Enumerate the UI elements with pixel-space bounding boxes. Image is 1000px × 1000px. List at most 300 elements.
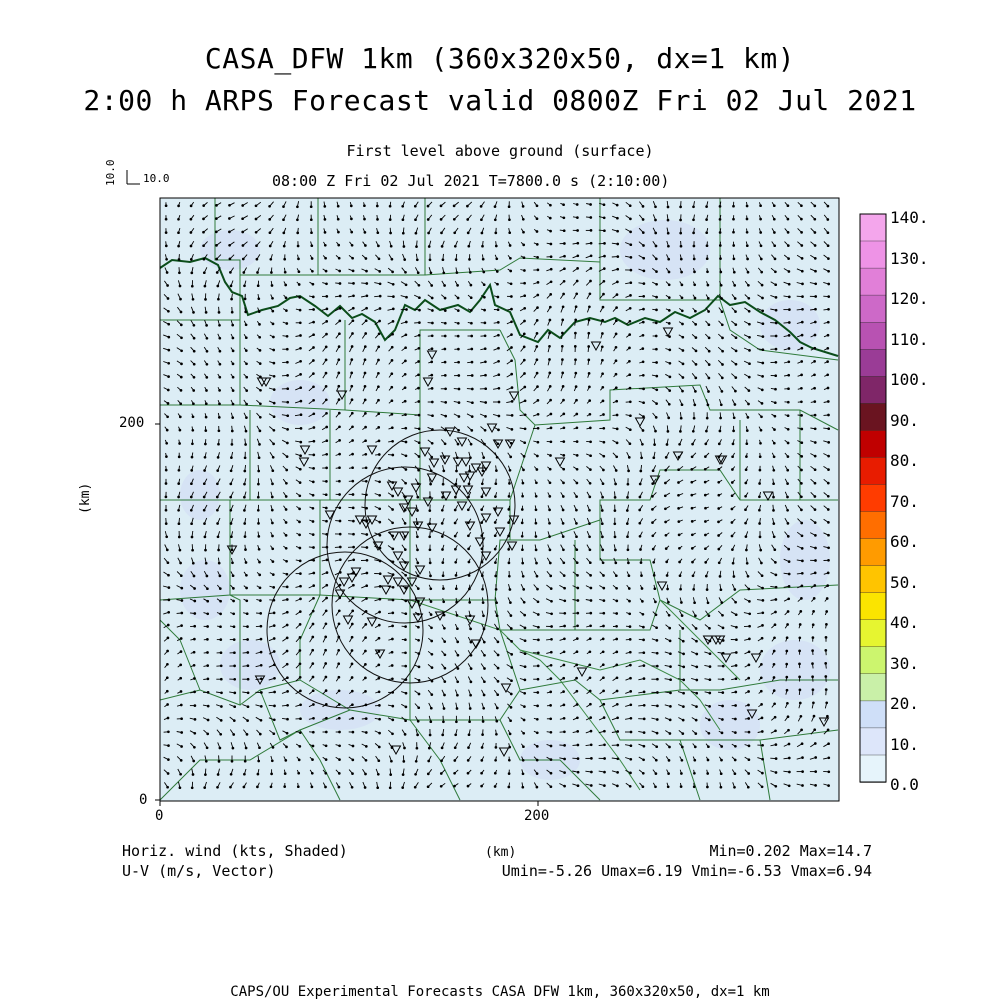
- wind-vector-head: [602, 638, 604, 640]
- wind-vector-head: [204, 470, 206, 472]
- wind-vector-head: [470, 681, 472, 683]
- wind-vector-head: [590, 703, 592, 705]
- wind-vector-head: [455, 561, 457, 563]
- wind-vector-head: [601, 523, 603, 525]
- wind-vector-head: [260, 625, 262, 627]
- wind-vector-head: [274, 705, 276, 707]
- wind-vector-head: [338, 244, 340, 246]
- wind-vector-head: [643, 626, 645, 628]
- wind-vector-head: [656, 309, 658, 311]
- wind-vector-head: [760, 429, 762, 431]
- wind-vector-head: [656, 719, 658, 721]
- wind-vector-head: [801, 321, 803, 323]
- wind-vector-head: [444, 654, 446, 656]
- wind-vector-head: [722, 364, 724, 366]
- wind-vector-head: [642, 443, 644, 445]
- wind-vector-head: [405, 613, 407, 615]
- wind-vector-head: [339, 494, 341, 496]
- wind-vector-head: [312, 494, 314, 496]
- wind-vector-head: [244, 510, 246, 512]
- wind-vector-head: [481, 747, 483, 749]
- wind-vector-head: [312, 610, 314, 612]
- wind-vector-head: [168, 362, 170, 364]
- wind-vector-head: [312, 636, 314, 638]
- wind-vector-head: [655, 786, 657, 788]
- wind-vector-head: [379, 467, 381, 469]
- wind-vector-head: [179, 429, 181, 431]
- wind-vector-head: [167, 285, 169, 287]
- wind-vector-head: [639, 496, 641, 498]
- wind-vector-head: [326, 559, 328, 561]
- wind-vector-head: [630, 717, 632, 719]
- wind-vector-head: [312, 731, 314, 733]
- wind-vector-head: [313, 454, 315, 456]
- wind-vector-head: [229, 204, 231, 206]
- wind-vector-head: [603, 469, 605, 471]
- wind-vector-head: [338, 717, 340, 719]
- wind-vector-head: [657, 678, 659, 680]
- wind-vector-head: [614, 497, 616, 499]
- wind-vector-head: [549, 482, 551, 484]
- wind-vector-head: [667, 431, 669, 433]
- wind-vector-head: [746, 205, 748, 207]
- wind-vector-head: [498, 347, 500, 349]
- wind-vector-head: [311, 258, 313, 260]
- wind-vector-head: [735, 324, 737, 326]
- wind-vector-head: [390, 232, 392, 234]
- wind-vector-head: [496, 720, 498, 722]
- wind-vector-head: [471, 348, 473, 350]
- wind-vector-head: [445, 388, 447, 390]
- wind-vector-head: [801, 585, 803, 587]
- wind-vector-head: [828, 469, 830, 471]
- wind-vector-head: [665, 469, 667, 471]
- wind-vector-head: [392, 733, 394, 735]
- wind-vector-head: [786, 650, 788, 652]
- wind-vector-head: [338, 372, 340, 374]
- wind-vector-head: [814, 729, 816, 731]
- wind-vector-head: [218, 312, 220, 314]
- wind-vector-head: [216, 272, 218, 274]
- wind-vector-head: [430, 721, 432, 723]
- wind-vector-head: [705, 575, 707, 577]
- wind-vector-head: [427, 773, 429, 775]
- wind-vector-head: [338, 623, 340, 625]
- wind-vector-head: [747, 786, 749, 788]
- wind-vector-head: [495, 759, 497, 761]
- wind-vector-head: [338, 359, 340, 361]
- wind-vector-head: [630, 415, 632, 417]
- wind-vector-head: [668, 417, 670, 419]
- wind-vector-head: [378, 677, 380, 679]
- wind-vector-head: [194, 691, 196, 693]
- wind-vector-head: [669, 719, 671, 721]
- wind-vector-head: [746, 430, 748, 432]
- wind-vector-head: [774, 429, 776, 431]
- wind-vector-head: [244, 536, 246, 538]
- wind-vector-head: [815, 757, 817, 759]
- wind-vector-head: [339, 320, 341, 322]
- wind-vector-head: [339, 283, 341, 285]
- wind-vector-head: [721, 311, 723, 313]
- wind-vector-head: [642, 374, 644, 376]
- wind-vector-head: [351, 677, 353, 679]
- wind-vector-head: [576, 280, 578, 282]
- wind-vector-head: [825, 637, 827, 639]
- wind-vector-head: [429, 536, 431, 538]
- wind-vector-head: [745, 536, 747, 538]
- wind-vector-head: [366, 295, 368, 297]
- wind-vector-head: [180, 390, 182, 392]
- wind-vector-head: [655, 601, 657, 603]
- wind-vector-head: [287, 415, 289, 417]
- wind-vector-head: [827, 585, 829, 587]
- wind-vector-head: [339, 453, 341, 455]
- wind-vector-head: [391, 427, 393, 429]
- wind-vector-head: [669, 640, 671, 642]
- wind-vector-head: [682, 719, 684, 721]
- wind-vector-head: [457, 443, 459, 445]
- wind-vector-head: [418, 693, 420, 695]
- wind-vector-head: [603, 600, 605, 602]
- wind-vector-head: [299, 676, 301, 678]
- wind-vector-head: [522, 495, 524, 497]
- wind-vector-head: [522, 786, 524, 788]
- wind-vector-head: [234, 652, 236, 654]
- wind-vector-head: [454, 522, 456, 524]
- wind-vector-head: [576, 549, 578, 551]
- wind-vector-head: [788, 322, 790, 324]
- wind-vector-head: [523, 231, 525, 233]
- wind-vector-head: [801, 743, 803, 745]
- wind-vector-head: [365, 453, 367, 455]
- wind-vector-head: [643, 257, 645, 259]
- colorbar-swatch: [860, 539, 886, 567]
- wind-vector-head: [589, 677, 591, 679]
- wind-vector-head: [748, 403, 750, 405]
- colorbar-swatch: [860, 403, 886, 431]
- wind-vector-head: [216, 496, 218, 498]
- wind-vector-head: [787, 232, 789, 234]
- wind-vector-head: [313, 559, 315, 561]
- wind-vector-head: [165, 232, 167, 234]
- wind-vector-head: [244, 285, 246, 287]
- wind-vector-head: [484, 681, 486, 683]
- wind-vector-head: [191, 285, 193, 287]
- wind-vector-head: [827, 509, 829, 511]
- wind-vector-head: [245, 350, 247, 352]
- wind-vector-head: [550, 204, 552, 206]
- wind-vector-head: [260, 389, 262, 391]
- wind-vector-head: [495, 589, 497, 591]
- wind-vector-head: [708, 350, 710, 352]
- wind-vector-head: [669, 336, 671, 338]
- wind-vector-head: [615, 346, 617, 348]
- wind-vector-head: [695, 391, 697, 393]
- wind-vector-head: [696, 666, 698, 668]
- wind-vector-head: [220, 678, 222, 680]
- wind-vector-head: [470, 628, 472, 630]
- wind-vector-head: [683, 692, 685, 694]
- wind-vector-head: [524, 706, 526, 708]
- wind-vector-head: [827, 334, 829, 336]
- wind-vector-head: [299, 297, 301, 299]
- wind-vector-head: [325, 759, 327, 761]
- wind-vector-head: [339, 759, 341, 761]
- wind-vector-head: [509, 733, 511, 735]
- wind-vector-head: [630, 731, 632, 733]
- wind-vector-head: [680, 431, 682, 433]
- wind-vector-head: [392, 678, 394, 680]
- wind-vector-head: [536, 575, 538, 577]
- wind-vector-head: [378, 691, 380, 693]
- wind-vector-head: [458, 375, 460, 377]
- wind-vector-head: [602, 359, 604, 361]
- wind-vector-head: [590, 744, 592, 746]
- wind-vector-head: [577, 242, 579, 244]
- wind-vector-head: [682, 640, 684, 642]
- wind-vector-head: [523, 746, 525, 748]
- wind-vector-head: [242, 205, 244, 207]
- wind-vector-head: [418, 387, 420, 389]
- wind-vector-head: [243, 786, 245, 788]
- wind-vector-head: [682, 628, 684, 630]
- wind-vector-head: [379, 611, 381, 613]
- wind-vector-head: [508, 549, 510, 551]
- wind-vector-head: [457, 628, 459, 630]
- wind-vector-head: [722, 337, 724, 339]
- wind-vector-head: [404, 259, 406, 261]
- wind-vector-head: [760, 218, 762, 220]
- wind-vector-head: [313, 321, 315, 323]
- wind-vector-head: [442, 549, 444, 551]
- wind-vector-head: [443, 601, 445, 603]
- wind-vector-head: [522, 482, 524, 484]
- colorbar-label: 110.: [890, 329, 929, 349]
- colorbar-swatch: [860, 512, 886, 540]
- wind-vector-head: [299, 650, 301, 652]
- wind-vector-head: [720, 258, 722, 260]
- wind-vector-head: [233, 613, 235, 615]
- wind-vector-head: [259, 574, 261, 576]
- wind-vector-head: [814, 455, 816, 457]
- wind-vector-head: [430, 470, 432, 472]
- wind-vector-head: [577, 268, 579, 270]
- wind-vector-head: [550, 664, 552, 666]
- wind-vector-head: [404, 387, 406, 389]
- wind-vector-head: [549, 509, 551, 511]
- wind-vector-head: [705, 507, 707, 509]
- wind-vector-head: [629, 205, 631, 207]
- wind-vector-head: [536, 359, 538, 361]
- wind-vector-head: [418, 639, 420, 641]
- wind-vector-head: [601, 510, 603, 512]
- wind-vector-head: [680, 258, 682, 260]
- wind-vector-head: [577, 217, 579, 219]
- wind-vector-head: [775, 730, 777, 732]
- wind-vector-head: [299, 746, 301, 748]
- wind-vector-head: [454, 772, 456, 774]
- wind-vector-head: [261, 692, 263, 694]
- wind-vector-head: [786, 676, 788, 678]
- colorbar-swatch: [860, 241, 886, 269]
- wind-vector-head: [444, 335, 446, 337]
- wind-vector-head: [718, 443, 720, 445]
- wind-vector-head: [537, 665, 539, 667]
- wind-vector-head: [825, 689, 827, 691]
- colorbar-swatch: [860, 593, 886, 621]
- wind-vector-head: [575, 359, 577, 361]
- wind-vector-head: [748, 588, 750, 590]
- wind-vector-head: [338, 399, 340, 401]
- wind-vector-head: [603, 268, 605, 270]
- wind-vector-head: [602, 306, 604, 308]
- wind-vector-head: [181, 350, 183, 352]
- wind-vector-head: [244, 773, 246, 775]
- wind-vector-head: [392, 321, 394, 323]
- wind-vector-head: [801, 483, 803, 485]
- wind-vector-head: [205, 774, 207, 776]
- wind-vector-head: [721, 391, 723, 393]
- wind-vector-head: [364, 372, 366, 374]
- wind-vector-head: [324, 219, 326, 221]
- wind-vector-head: [190, 509, 192, 511]
- wind-vector-head: [325, 623, 327, 625]
- wind-vector-head: [444, 285, 446, 287]
- wind-vector-head: [773, 469, 775, 471]
- wind-vector-head: [521, 535, 523, 537]
- wind-vector-head: [590, 255, 592, 257]
- wind-vector-head: [273, 733, 275, 735]
- wind-vector-head: [749, 323, 751, 325]
- wind-vector-head: [748, 691, 750, 693]
- wind-vector-head: [300, 690, 302, 692]
- wind-vector-head: [708, 364, 710, 366]
- wind-vector-head: [325, 372, 327, 374]
- vector-scale-vertical-label: 10.0: [104, 159, 117, 186]
- wind-vector-head: [801, 428, 803, 430]
- wind-vector-head: [338, 636, 340, 638]
- vector-min-max: Umin=-5.26 Umax=6.19 Vmin=-6.53 Vmax=6.94: [501, 862, 872, 880]
- wind-vector-head: [497, 443, 499, 445]
- colorbar-label: 50.: [890, 572, 919, 592]
- colorbar-swatch: [860, 701, 886, 729]
- wind-vector-head: [629, 307, 631, 309]
- wind-vector-head: [482, 470, 484, 472]
- wind-vector-head: [366, 598, 368, 600]
- wind-vector-head: [799, 637, 801, 639]
- wind-vector-head: [576, 399, 578, 401]
- wind-vector-head: [181, 718, 183, 720]
- wind-vector-head: [537, 427, 539, 429]
- wind-vector-head: [180, 664, 182, 666]
- wind-vector-head: [760, 205, 762, 207]
- wind-vector-head: [379, 271, 381, 273]
- wind-vector-head: [643, 665, 645, 667]
- wind-vector-head: [602, 536, 604, 538]
- wind-vector-head: [299, 468, 301, 470]
- wind-vector-head: [827, 401, 829, 403]
- wind-vector-head: [762, 336, 764, 338]
- wind-vector-head: [218, 761, 220, 763]
- wind-vector-head: [669, 376, 671, 378]
- wind-vector-head: [483, 641, 485, 643]
- wind-vector-head: [287, 691, 289, 693]
- wind-vector-head: [457, 297, 459, 299]
- wind-vector-head: [481, 522, 483, 524]
- wind-vector-head: [271, 285, 273, 287]
- wind-vector-head: [827, 729, 829, 731]
- wind-vector-head: [656, 348, 658, 350]
- wind-vector-head: [389, 205, 391, 207]
- wind-vector-head: [467, 509, 469, 511]
- wind-vector-head: [511, 641, 513, 643]
- wind-vector-head: [745, 522, 747, 524]
- wind-vector-head: [232, 575, 234, 577]
- wind-vector-head: [297, 245, 299, 247]
- wind-vector-head: [576, 664, 578, 666]
- wind-vector-head: [468, 575, 470, 577]
- wind-vector-head: [230, 496, 232, 498]
- wind-vector-head: [603, 587, 605, 589]
- wind-vector-head: [312, 270, 314, 272]
- wind-vector-head: [709, 666, 711, 668]
- wind-vector-head: [470, 284, 472, 286]
- wind-vector-head: [234, 692, 236, 694]
- wind-vector-head: [245, 311, 247, 313]
- wind-vector-head: [392, 719, 394, 721]
- wind-vector-head: [379, 481, 381, 483]
- wind-vector-head: [551, 613, 553, 615]
- wind-vector-head: [761, 704, 763, 706]
- wind-vector-head: [511, 667, 513, 669]
- wind-vector-head: [657, 705, 659, 707]
- wind-vector-head: [641, 588, 643, 590]
- wind-vector-head: [205, 403, 207, 405]
- wind-vector-head: [826, 702, 828, 704]
- wind-vector-head: [564, 600, 566, 602]
- wind-vector-head: [392, 283, 394, 285]
- x-tick-0: 0: [155, 808, 164, 824]
- wind-vector-head: [167, 773, 169, 775]
- wind-vector-head: [642, 206, 644, 208]
- wind-vector-head: [774, 245, 776, 247]
- wind-vector-head: [511, 680, 513, 682]
- wind-vector-head: [616, 651, 618, 653]
- wind-vector-head: [272, 323, 274, 325]
- wind-vector-head: [665, 482, 667, 484]
- wind-vector-head: [827, 482, 829, 484]
- wind-vector-head: [735, 363, 737, 365]
- wind-vector-head: [166, 272, 168, 274]
- colorbar-label: 140.: [890, 208, 929, 227]
- wind-vector-head: [653, 457, 655, 459]
- wind-vector-head: [234, 678, 236, 680]
- wind-vector-head: [802, 785, 804, 787]
- wind-vector-head: [693, 219, 695, 221]
- wind-vector-head: [498, 387, 500, 389]
- y-axis-label: (km): [78, 482, 93, 514]
- wind-vector-head: [405, 360, 407, 362]
- wind-vector-head: [524, 442, 526, 444]
- wind-vector-head: [814, 205, 816, 207]
- y-tick-0: 0: [139, 792, 148, 808]
- wind-vector-head: [454, 747, 456, 749]
- wind-vector-head: [229, 244, 231, 246]
- wind-vector-head: [286, 599, 288, 601]
- wind-vector-head: [562, 386, 564, 388]
- wind-vector-head: [430, 575, 432, 577]
